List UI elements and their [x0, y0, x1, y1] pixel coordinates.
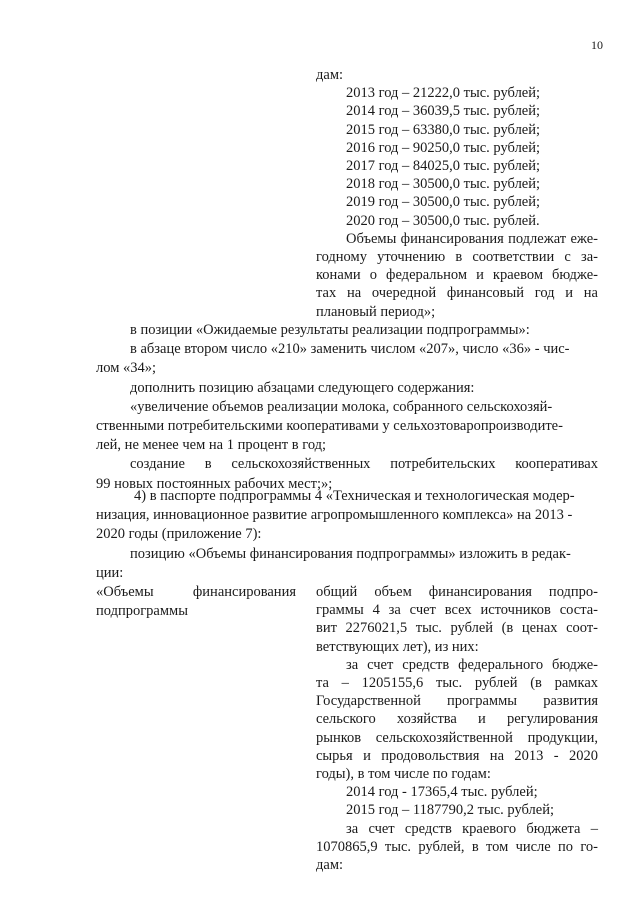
content-line: Государственной программы развития [316, 693, 598, 710]
year-line: 2015 год – 63380,0 тыс. рублей; [346, 121, 541, 138]
paragraph-line: 4) в паспорте подпрограммы 4 «Техническая и технологическая модер- [134, 488, 575, 504]
paragraph-line: лом «34»; [96, 360, 157, 377]
content-line: дам: [316, 857, 344, 874]
content-line: общий объем финансирования подпро- [316, 584, 598, 600]
year-line: 2019 год – 30500,0 тыс. рублей; [346, 194, 541, 211]
content-line: 2015 год – 1187790,2 тыс. рублей; [346, 802, 554, 819]
year-line: 2014 год – 36039,5 тыс. рублей; [346, 103, 541, 120]
year-line: 2020 год – 30500,0 тыс. рублей. [346, 212, 540, 229]
paragraph-line: в позиции «Ожидаемые результаты реализации подпрограммы»: [130, 322, 530, 338]
year-line: 2017 год – 84025,0 тыс. рублей; [346, 158, 541, 175]
note-line: конами о федеральном и краевом бюдже- [316, 267, 598, 284]
content-line: 1070865,9 тыс. рублей, в том числе по го- [316, 838, 598, 855]
label-word: финансирования [192, 584, 296, 600]
content-line: ветствующих лет), из них: [316, 638, 479, 655]
content-line: граммы 4 за счет всех источников соста- [316, 602, 598, 619]
year-line: 2013 год – 21222,0 тыс. рублей; [346, 85, 541, 102]
paragraph-line: в абзаце втором число «210» заменить числом «207», число «36» - чис- [130, 341, 570, 358]
lead-text: дам: [316, 67, 344, 83]
funding-by-year-block [316, 66, 598, 321]
content-line: 2014 год - 17365,4 тыс. рублей; [346, 784, 538, 801]
content-line: годы), в том числе по годам: [316, 766, 491, 783]
paragraph-line: ственными потребительскими кооперативами у сельхозтоваропроизводите- [96, 418, 563, 435]
label-word: «Объемы [96, 584, 154, 600]
paragraph-line: 99 новых постоянных рабочих мест;»; [96, 475, 333, 492]
label-line: подпрограммы [96, 602, 188, 619]
note-line: Объемы финансирования подлежат еже- [346, 230, 598, 247]
note-line: тах на очередной финансовый год и на [316, 285, 598, 302]
paragraph-line: ции: [96, 564, 124, 581]
year-line: 2016 год – 90250,0 тыс. рублей; [346, 139, 541, 156]
content-line: сельского хозяйства и регулирования [316, 711, 598, 728]
table-right-content [316, 583, 598, 874]
content-line: вит 2276021,5 тыс. рублей (в ценах соот- [316, 620, 598, 637]
section-4-block [96, 487, 598, 583]
paragraph-line: создание в сельскохозяйственных потребительских кооперативах [130, 456, 598, 473]
content-line: рынков сельскохозяйственной продукции, [316, 729, 598, 746]
paragraph-line: дополнить позицию абзацами следующего содержания: [130, 379, 475, 396]
table-left-label [96, 583, 296, 621]
year-line: 2018 год – 30500,0 тыс. рублей; [346, 176, 541, 193]
page-number: 10 [591, 38, 603, 52]
paragraph-line: позицию «Объемы финансирования подпрограммы» изложить в редак- [130, 545, 571, 562]
label-line [96, 583, 296, 602]
paragraph-line: «увеличение объемов реализации молока, собранного сельскохозяй- [130, 398, 553, 415]
content-line: за счет средств федерального бюдже- [346, 656, 598, 673]
content-line: сырья и продовольствия на 2013 - 2020 [316, 747, 598, 764]
content-line: та – 1205155,6 тыс. рублей (в рамках [316, 675, 598, 692]
note-line: плановый период»; [316, 303, 436, 320]
note-line: годному уточнению в соответствии с за- [316, 249, 598, 266]
expected-results-block [96, 321, 598, 494]
paragraph-line: 2020 годы (приложение 7): [96, 526, 262, 543]
paragraph-line: низация, инновационное развитие агропромышленного комплекса» на 2013 - [96, 507, 573, 524]
paragraph-line: лей, не менее чем на 1 процент в год; [96, 437, 327, 454]
content-line: за счет средств краевого бюджета – [346, 820, 598, 837]
